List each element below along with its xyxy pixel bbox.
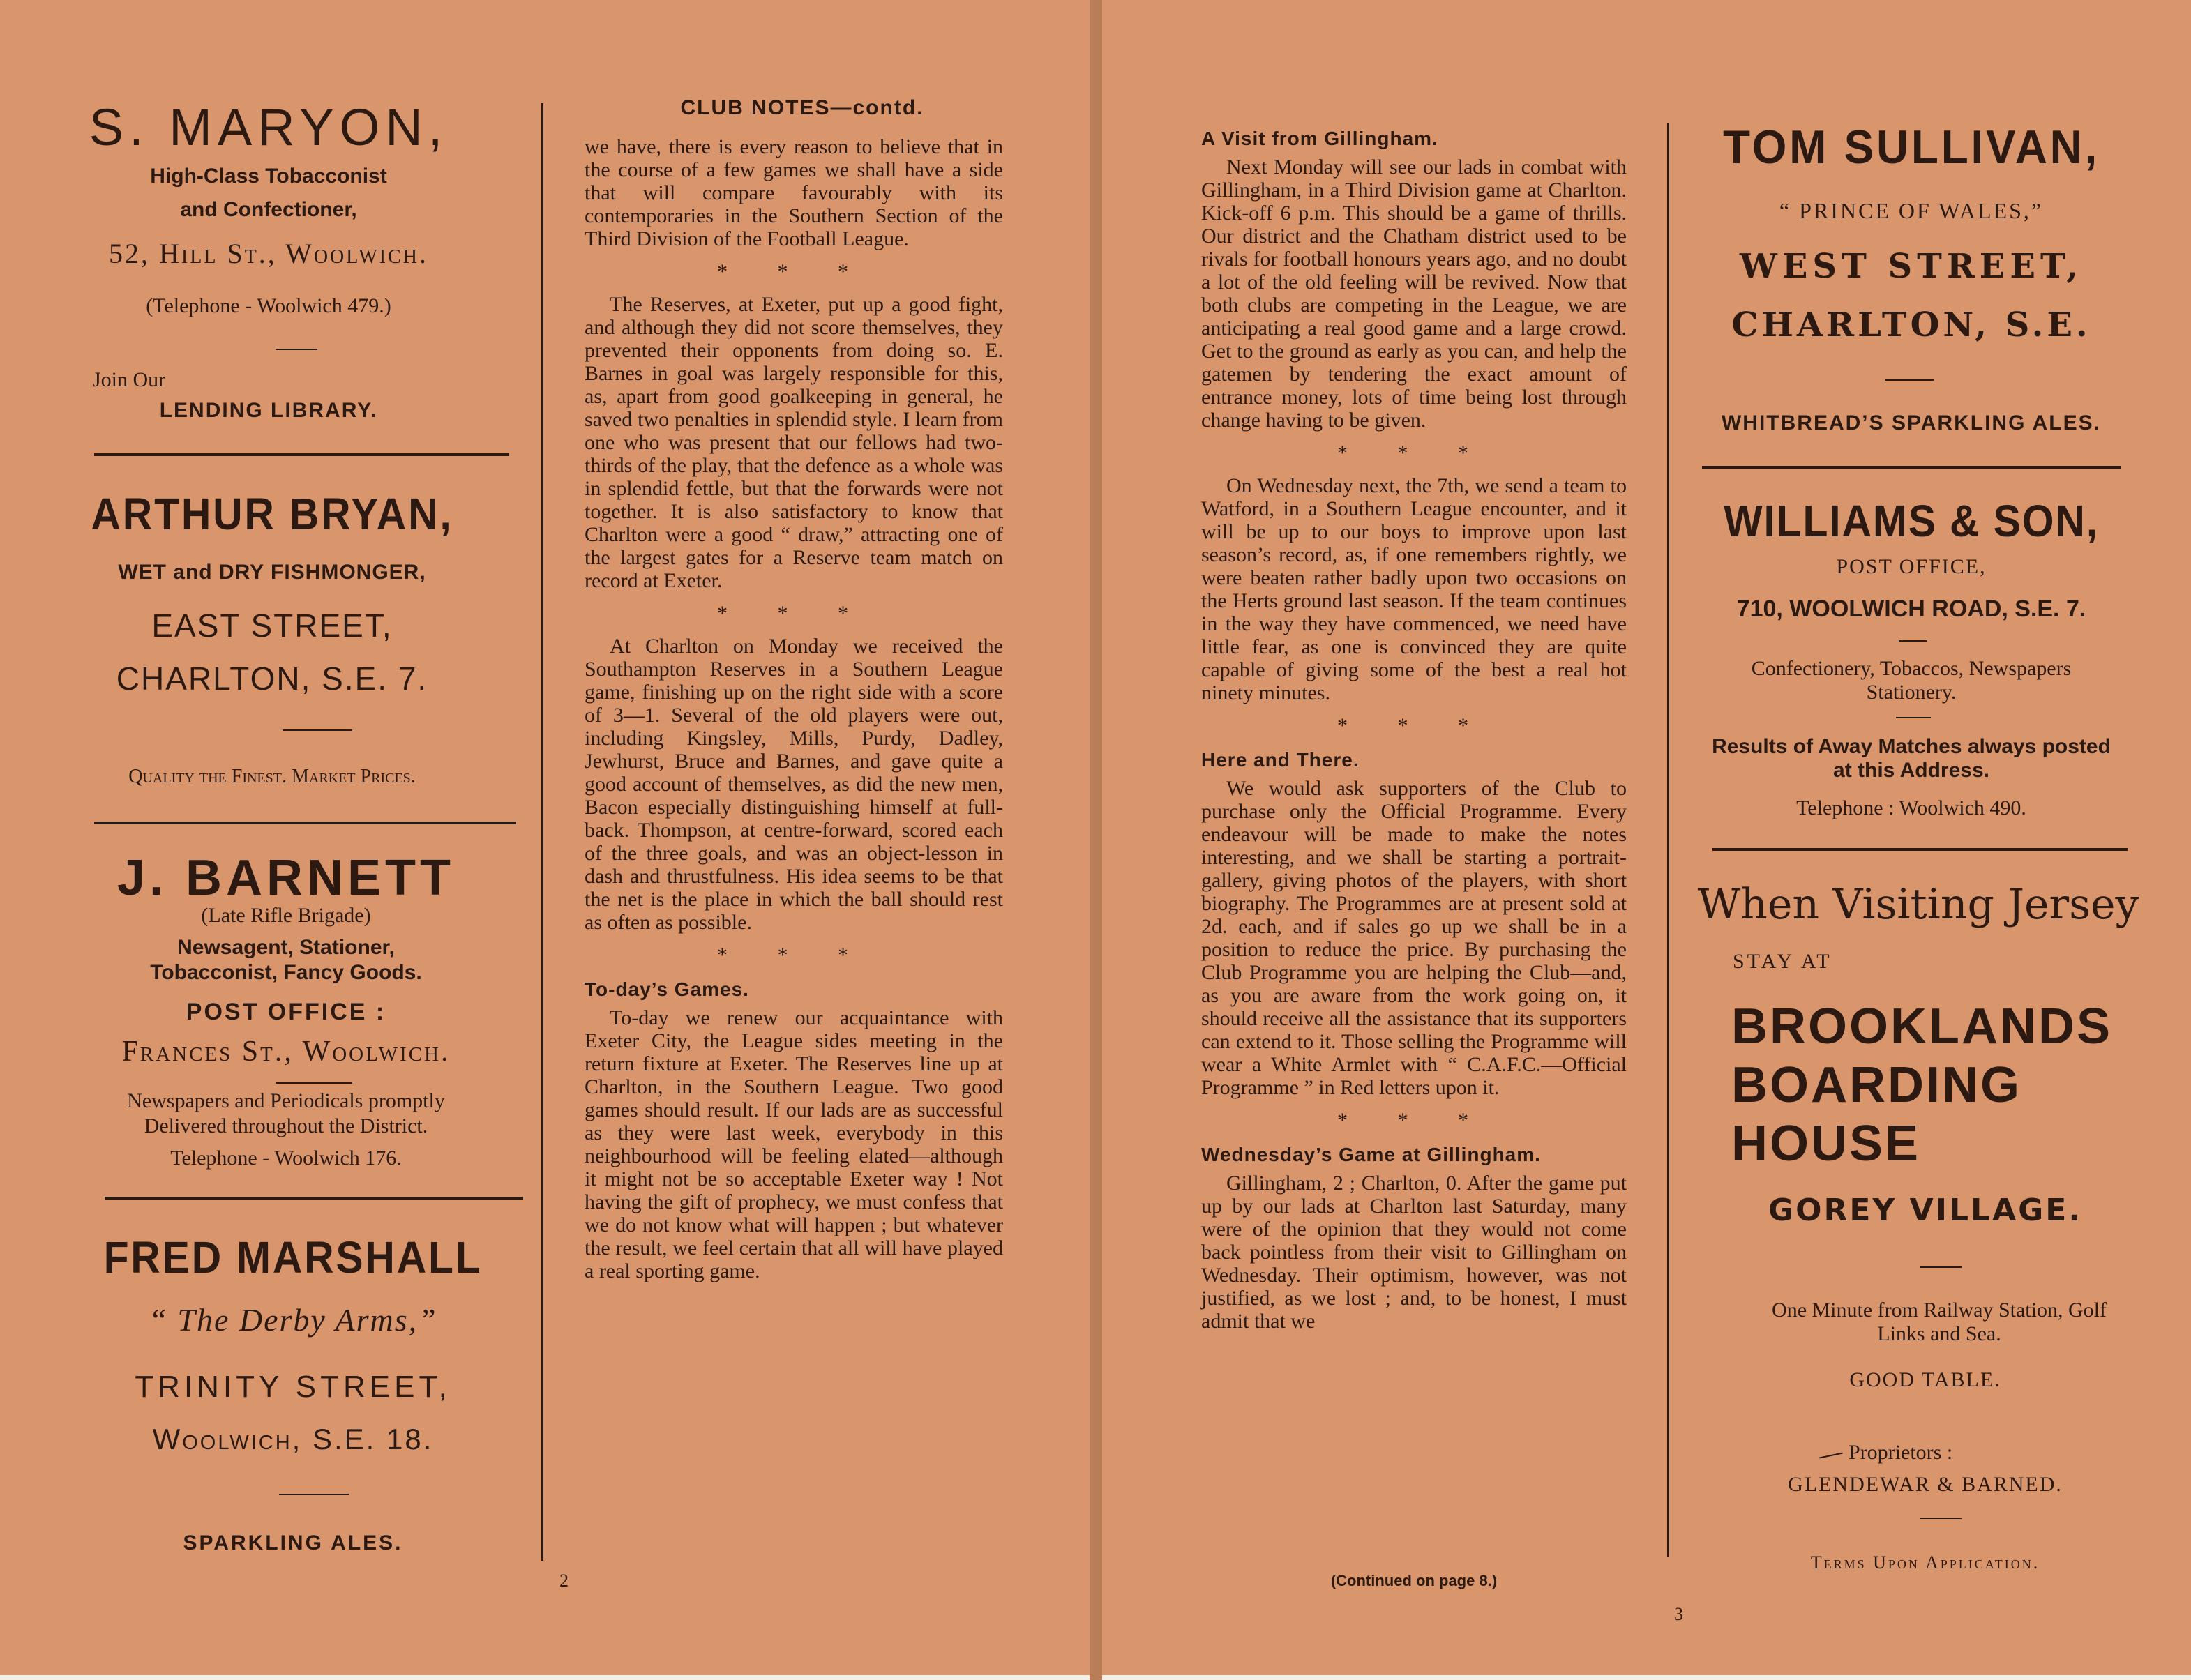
divider bbox=[1896, 717, 1931, 718]
column-rule bbox=[1667, 123, 1669, 1557]
club-notes-column-left bbox=[585, 135, 1003, 1282]
ad-jersey-village: GOREY VILLAGE. bbox=[1768, 1193, 2083, 1228]
ad-williams-goods2: Stationery. bbox=[1866, 681, 1957, 704]
ad-marshall-ales: SPARKLING ALES. bbox=[183, 1531, 403, 1554]
ad-bryan-trade: WET and DRY FISHMONGER, bbox=[118, 561, 426, 584]
paragraph: The Reserves, at Exeter, put up a good fight, and although they did not score themselves, they prevented their opponents from doing so. E. Barnes in goal was largely responsible for this, as, apart from good goalkeeping in general, he saved two penalties in splendid style. I learn from one who was present that our fellows had two-thirds of the play, that the defence as a whole was in splendid fettle, but that the forwards were not together. It is also satisfactory to know that Charlton were a good “ draw,” attracting one of the largest gates for a Reserve team match on record at Exeter. bbox=[585, 293, 1003, 592]
ad-barnett-post: POST OFFICE : bbox=[186, 999, 386, 1025]
ad-barnett-address: Frances St., Woolwich. bbox=[121, 1036, 451, 1068]
column-rule bbox=[541, 103, 543, 1561]
ad-barnett-note: (Late Rifle Brigade) bbox=[201, 904, 371, 927]
section-stars: * * * bbox=[717, 944, 871, 967]
section-heading: Here and There. bbox=[1201, 749, 1360, 771]
ad-maryon-join: Join Our bbox=[93, 368, 166, 391]
ad-barnett-delivery2: Delivered throughout the District. bbox=[144, 1114, 428, 1137]
divider bbox=[276, 1082, 352, 1084]
ad-sullivan-pub: “ PRINCE OF WALES,” bbox=[1779, 198, 2044, 223]
ad-jersey-headline: When Visiting Jersey bbox=[1697, 880, 2139, 929]
club-notes-column-right bbox=[1201, 127, 1627, 1333]
paragraph: We would ask supporters of the Club to purchase only the Official Programme. Every endeavour will be made to make the notes interesting, and we shall be starting a portrait-gallery, giving photos of the players, with short biography. The Programmes are at present sold at 2d. each, and if sales go up we shall be in a position to reduce the price. By purchasing the Club Programme you are helping the Club—and, as you are aware from the work going on, it should receive all the assistance that its supporters can extend to it. Those selling the Programme will wear a White Armlet with “ C.A.F.C.—Official Programme ” in Red letters upon it. bbox=[1201, 777, 1627, 1099]
continued-note: (Continued on page 8.) bbox=[1330, 1572, 1498, 1589]
section-stars: * * * bbox=[1337, 714, 1491, 737]
section-stars: * * * bbox=[717, 260, 871, 283]
ad-jersey-stay: STAY AT bbox=[1733, 950, 1832, 973]
ad-williams-results2: at this Address. bbox=[1833, 759, 1989, 782]
ad-jersey-house bbox=[1731, 997, 2112, 1173]
ad-williams-results1: Results of Away Matches always posted bbox=[1712, 735, 2111, 758]
ad-bryan-name: ARTHUR BRYAN, bbox=[91, 489, 453, 539]
paragraph: To-day we renew our acquaintance with Exeter City, the League sides meeting in the return fixture at Exeter. The Reserves line up at Charlton, in the Southern League. Two good games should result. If our lads are as successful as they were last week, everybody in this neighbourhood will be feeling elated—although it might not be so acceptable Exeter way ! Not having the gift of prophecy, we must confess that we do not know what will happen ; but whatever the result, we feel certain that all will have played a real sporting game. bbox=[585, 1006, 1003, 1282]
paragraph: At Charlton on Monday we received the Southampton Reserves in a Southern League game, finishing up on the right side with a score of 3—1. Several of the old players were out, including Kingsley, Mills, Purdy, Dadley, Jewhurst, Bruce and Barnes, and gave quite a good account of themselves, as did the new men, Bacon especially distinguishing himself at full-back. Thompson, at centre-forward, scored each of the three goals, and was an object-lesson in dash and thrustfulness. His idea seems to be that the net is the place in which the ball should rest as often as possible. bbox=[585, 635, 1003, 934]
divider bbox=[1885, 379, 1934, 381]
divider bbox=[1920, 1518, 1962, 1519]
section-heading: To-day’s Games. bbox=[585, 978, 749, 1000]
divider bbox=[283, 729, 352, 731]
ad-separator bbox=[1702, 466, 2121, 469]
divider bbox=[1899, 640, 1927, 642]
club-notes-header: CLUB NOTES—contd. bbox=[680, 96, 924, 119]
paragraph: On Wednesday next, the 7th, we send a team to Watford, in a Southern League encounter, and it will be up to our boys to improve upon last season’s record, as, if one remembers rightly, we were beaten rather badly upon two occasions on the Herts ground last season. If the team continues in the way they have commenced, we need have little fear, as one is convinced they are quite capable of giving some of the best a real hot ninety minutes. bbox=[1201, 474, 1627, 704]
paragraph: we have, there is every reason to believe that in the course of a few games we shall have a side that will compare favourably with its contemporaries in the Southern Section of the Third Division of the Football League. bbox=[585, 135, 1003, 250]
ad-bryan-street: EAST STREET, bbox=[151, 607, 393, 644]
section-stars: * * * bbox=[1337, 1109, 1491, 1132]
ad-maryon-line1: High-Class Tobacconist bbox=[150, 165, 387, 188]
section-heading: A Visit from Gillingham. bbox=[1201, 128, 1438, 149]
ad-jersey-proprietors: Proprietors : bbox=[1849, 1441, 1953, 1464]
ad-jersey-table: GOOD TABLE. bbox=[1849, 1368, 2001, 1391]
ad-barnett-line1: Newsagent, Stationer, bbox=[177, 936, 395, 959]
ad-bryan-town: CHARLTON, S.E. 7. bbox=[116, 660, 428, 697]
ad-sullivan-name: TOM SULLIVAN, bbox=[1722, 121, 2100, 174]
ad-jersey-house-line: BOARDING bbox=[1731, 1057, 2021, 1113]
ad-separator bbox=[94, 453, 509, 456]
paragraph: Gillingham, 2 ; Charlton, 0. After the game put up by our lads at Charlton last Saturday, many were of the opinion that they would not come back pointless from their visit to Gillingham on Wednesday. Their optimism, however, was not justified, as we lost ; and, to be honest, I must admit that we bbox=[1201, 1172, 1627, 1333]
section-stars: * * * bbox=[717, 602, 871, 625]
ad-jersey-minute: One Minute from Railway Station, Golf Links and Sea. bbox=[1772, 1299, 2107, 1345]
ad-sullivan-town: CHARLTON, S.E. bbox=[1731, 305, 2091, 345]
ad-separator bbox=[94, 822, 516, 824]
ad-maryon-name: S. MARYON, bbox=[89, 98, 449, 156]
ad-maryon-phone: (Telephone - Woolwich 479.) bbox=[146, 294, 391, 317]
divider bbox=[279, 1494, 349, 1495]
ad-jersey-terms: Terms Upon Application. bbox=[1810, 1552, 2040, 1573]
ad-williams-name: WILLIAMS & SON, bbox=[1724, 496, 2099, 546]
ad-separator bbox=[105, 1197, 523, 1200]
ad-maryon-library: LENDING LIBRARY. bbox=[159, 399, 378, 422]
ad-williams-goods1: Confectionery, Tobaccos, Newspapers bbox=[1751, 657, 2072, 680]
ad-jersey-house-line: BROOKLANDS bbox=[1731, 999, 2112, 1054]
ad-marshall-street: TRINITY STREET, bbox=[135, 1370, 451, 1404]
page-number: 2 bbox=[559, 1571, 569, 1591]
ad-bryan-slogan: Quality the Finest. Market Prices. bbox=[128, 766, 416, 787]
ad-barnett-line2: Tobacconist, Fancy Goods. bbox=[150, 961, 422, 984]
page-spine bbox=[1090, 0, 1102, 1680]
page-number: 3 bbox=[1674, 1604, 1683, 1624]
ad-williams-post: POST OFFICE, bbox=[1836, 555, 1987, 578]
ad-marshall-town: Woolwich, S.E. 18. bbox=[152, 1423, 434, 1455]
ad-sullivan-ales: WHITBREAD’S SPARKLING ALES. bbox=[1721, 411, 2101, 434]
ad-marshall-pub: “ The Derby Arms,” bbox=[149, 1302, 437, 1338]
ad-williams-address: 710, WOOLWICH ROAD, S.E. 7. bbox=[1736, 596, 2086, 622]
ad-maryon-address: 52, Hill St., Woolwich. bbox=[109, 238, 428, 269]
ad-barnett-phone: Telephone - Woolwich 176. bbox=[170, 1147, 402, 1170]
ad-jersey-house-line: HOUSE bbox=[1731, 1116, 1921, 1172]
ad-williams-phone: Telephone : Woolwich 490. bbox=[1796, 796, 2026, 819]
ad-barnett-delivery1: Newspapers and Periodicals promptly bbox=[127, 1089, 445, 1112]
section-heading: Wednesday’s Game at Gillingham. bbox=[1201, 1144, 1541, 1165]
ad-separator bbox=[1712, 848, 2128, 851]
divider bbox=[1920, 1266, 1962, 1268]
ad-marshall-name: FRED MARSHALL bbox=[103, 1232, 483, 1282]
section-stars: * * * bbox=[1337, 441, 1491, 464]
ad-maryon-line2: and Confectioner, bbox=[180, 198, 357, 221]
ad-jersey-names: GLENDEWAR & BARNED. bbox=[1788, 1473, 2063, 1496]
paragraph: Next Monday will see our lads in combat with Gillingham, in a Third Division game at Charlton. Kick-off 6 p.m. This should be a game of thrills. Our district and the Chatham district used to be rivals for football honours years ago, and no doubt a lot of the old feeling will be revived. Now that both clubs are competing in the League, we are anticipating a real good game and a large crowd. Get to the ground as early as you can, and help the gatemen by tendering the exact amount of entrance money, lots of time being lost through change having to be given. bbox=[1201, 156, 1627, 432]
divider bbox=[276, 349, 317, 350]
ad-barnett-name: J. BARNETT bbox=[116, 850, 455, 906]
ad-sullivan-street: WEST STREET, bbox=[1739, 247, 2084, 286]
